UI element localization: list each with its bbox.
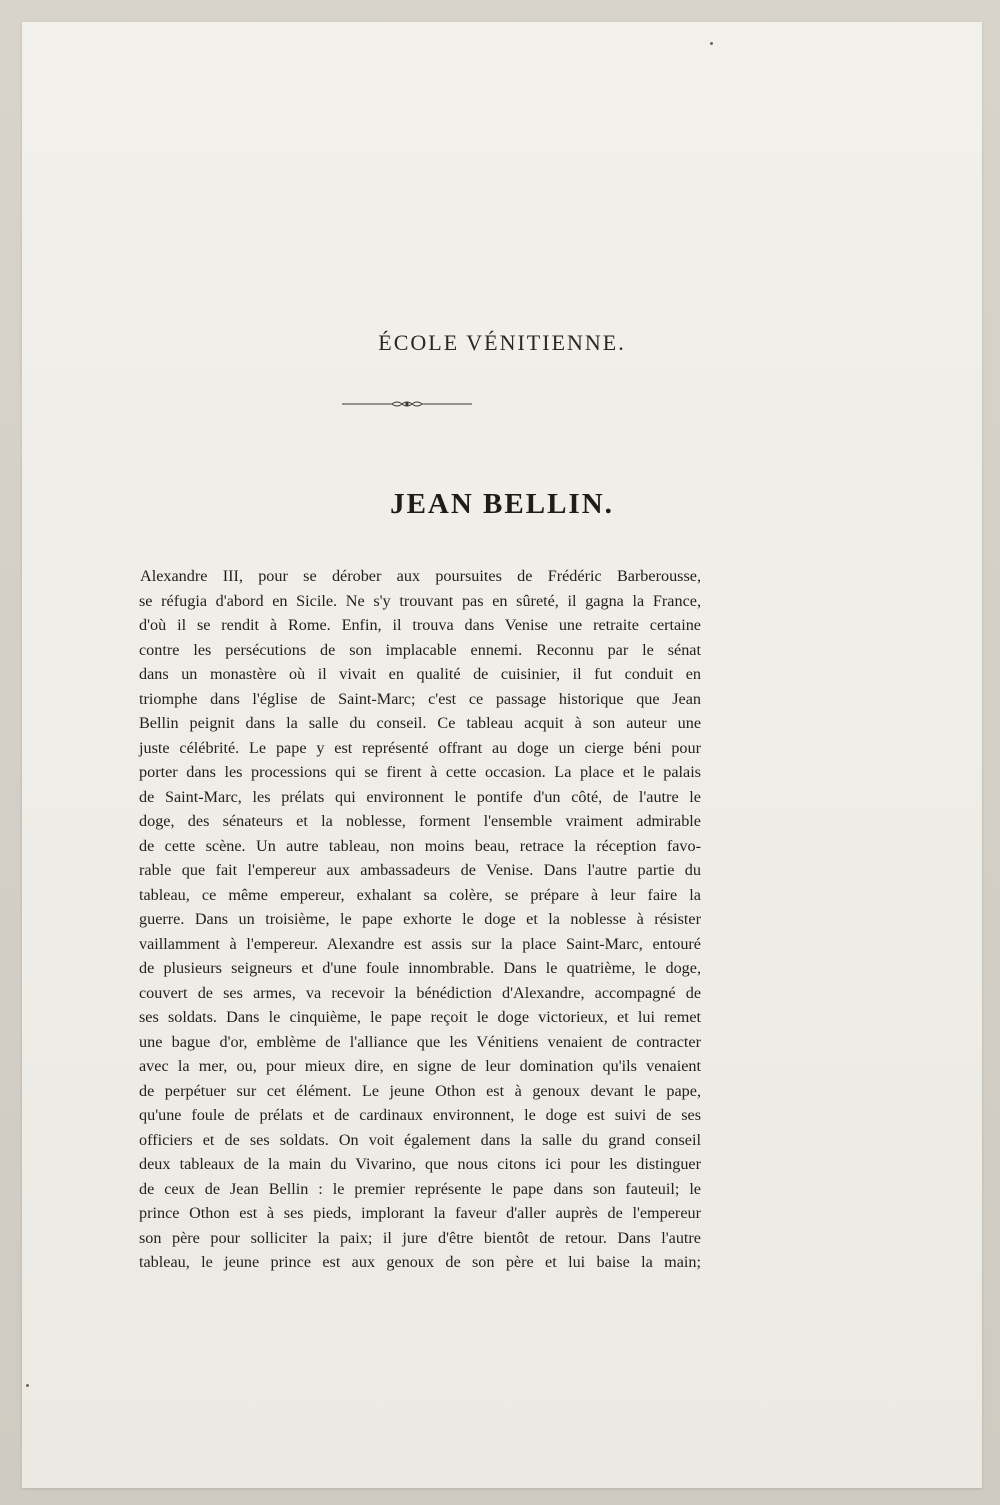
body-line: se réfugia d'abord en Sicile. Ne s'y trouvant pas en sûreté, il gagna la France, bbox=[139, 591, 701, 610]
body-paragraph bbox=[139, 564, 701, 1275]
section-heading: ÉCOLE VÉNITIENNE. bbox=[378, 330, 626, 355]
body-line: de Saint-Marc, les prélats qui environnent le pontife d'un côté, de l'autre le bbox=[139, 787, 701, 806]
body-line: Bellin peignit dans la salle du conseil. Ce tableau acquit à son auteur une bbox=[139, 714, 701, 732]
body-line: rable que fait l'empereur aux ambassadeurs de Venise. Dans l'autre partie du bbox=[139, 861, 701, 879]
body-line: de plusieurs seigneurs et d'une foule innombrable. Dans le quatrième, le doge, bbox=[139, 959, 701, 977]
artist-title: JEAN BELLIN. bbox=[390, 488, 614, 520]
paper-speck bbox=[710, 42, 713, 45]
body-line: qu'une foule de prélats et de cardinaux environnent, le doge est suivi de ses bbox=[139, 1106, 701, 1124]
printed-page bbox=[22, 22, 982, 1488]
body-line: Alexandre III, pour se dérober aux poursuites de Frédéric Barberousse, bbox=[140, 567, 701, 585]
body-line: guerre. Dans un troisième, le pape exhorte le doge et la noblesse à résister bbox=[139, 910, 701, 928]
body-line: ses soldats. Dans le cinquième, le pape reçoit le doge victorieux, et lui remet bbox=[139, 1008, 701, 1026]
flourish-rule-icon bbox=[342, 396, 472, 412]
body-line: couvert de ses armes, va recevoir la bénédiction d'Alexandre, accompagné de bbox=[139, 983, 701, 1002]
body-line: tableau, le jeune prince est aux genoux de son père et lui baise la main; bbox=[139, 1253, 701, 1271]
body-line: son père pour solliciter la paix; il jure d'être bientôt de retour. Dans l'autre bbox=[139, 1228, 701, 1247]
body-line: vaillamment à l'empereur. Alexandre est assis sur la place Saint-Marc, entouré bbox=[139, 934, 701, 953]
body-line: triomphe dans l'église de Saint-Marc; c'est ce passage historique que Jean bbox=[139, 689, 701, 708]
body-line: juste célébrité. Le pape y est représenté offrant au doge un cierge béni pour bbox=[139, 738, 701, 757]
body-line: contre les persécutions de son implacable ennemi. Reconnu par le sénat bbox=[139, 640, 701, 659]
paper-speck bbox=[26, 1384, 29, 1387]
body-line: de cette scène. Un autre tableau, non moins beau, retrace la réception favo- bbox=[139, 836, 701, 855]
body-line: prince Othon est à ses pieds, implorant la faveur d'aller auprès de l'empereur bbox=[139, 1204, 701, 1222]
body-line: doge, des sénateurs et la noblesse, forment l'ensemble vraiment admirable bbox=[139, 812, 701, 830]
body-line: de perpétuer sur cet élément. Le jeune Othon est à genoux devant le pape, bbox=[139, 1081, 701, 1100]
body-line: une bague d'or, emblème de l'alliance que les Vénitiens venaient de contracter bbox=[139, 1032, 701, 1051]
body-line: d'où il se rendit à Rome. Enfin, il trouva dans Venise une retraite certaine bbox=[139, 616, 701, 634]
body-line: dans un monastère où il vivait en qualité de cuisinier, il fut conduit en bbox=[139, 665, 701, 683]
body-line: de ceux de Jean Bellin : le premier représente le pape dans son fauteuil; le bbox=[139, 1179, 701, 1198]
body-line: tableau, ce même empereur, exhalant sa colère, se prépare à leur faire la bbox=[139, 885, 701, 904]
body-line: officiers et de ses soldats. On voit également dans la salle du grand conseil bbox=[139, 1130, 701, 1149]
body-line: avec la mer, ou, pour mieux dire, en signe de leur domination qu'ils venaient bbox=[139, 1057, 701, 1075]
body-line: deux tableaux de la main du Vivarino, que nous citons ici pour les distinguer bbox=[139, 1155, 701, 1173]
body-line: porter dans les processions qui se firent à cette occasion. La place et le palais bbox=[139, 763, 701, 781]
